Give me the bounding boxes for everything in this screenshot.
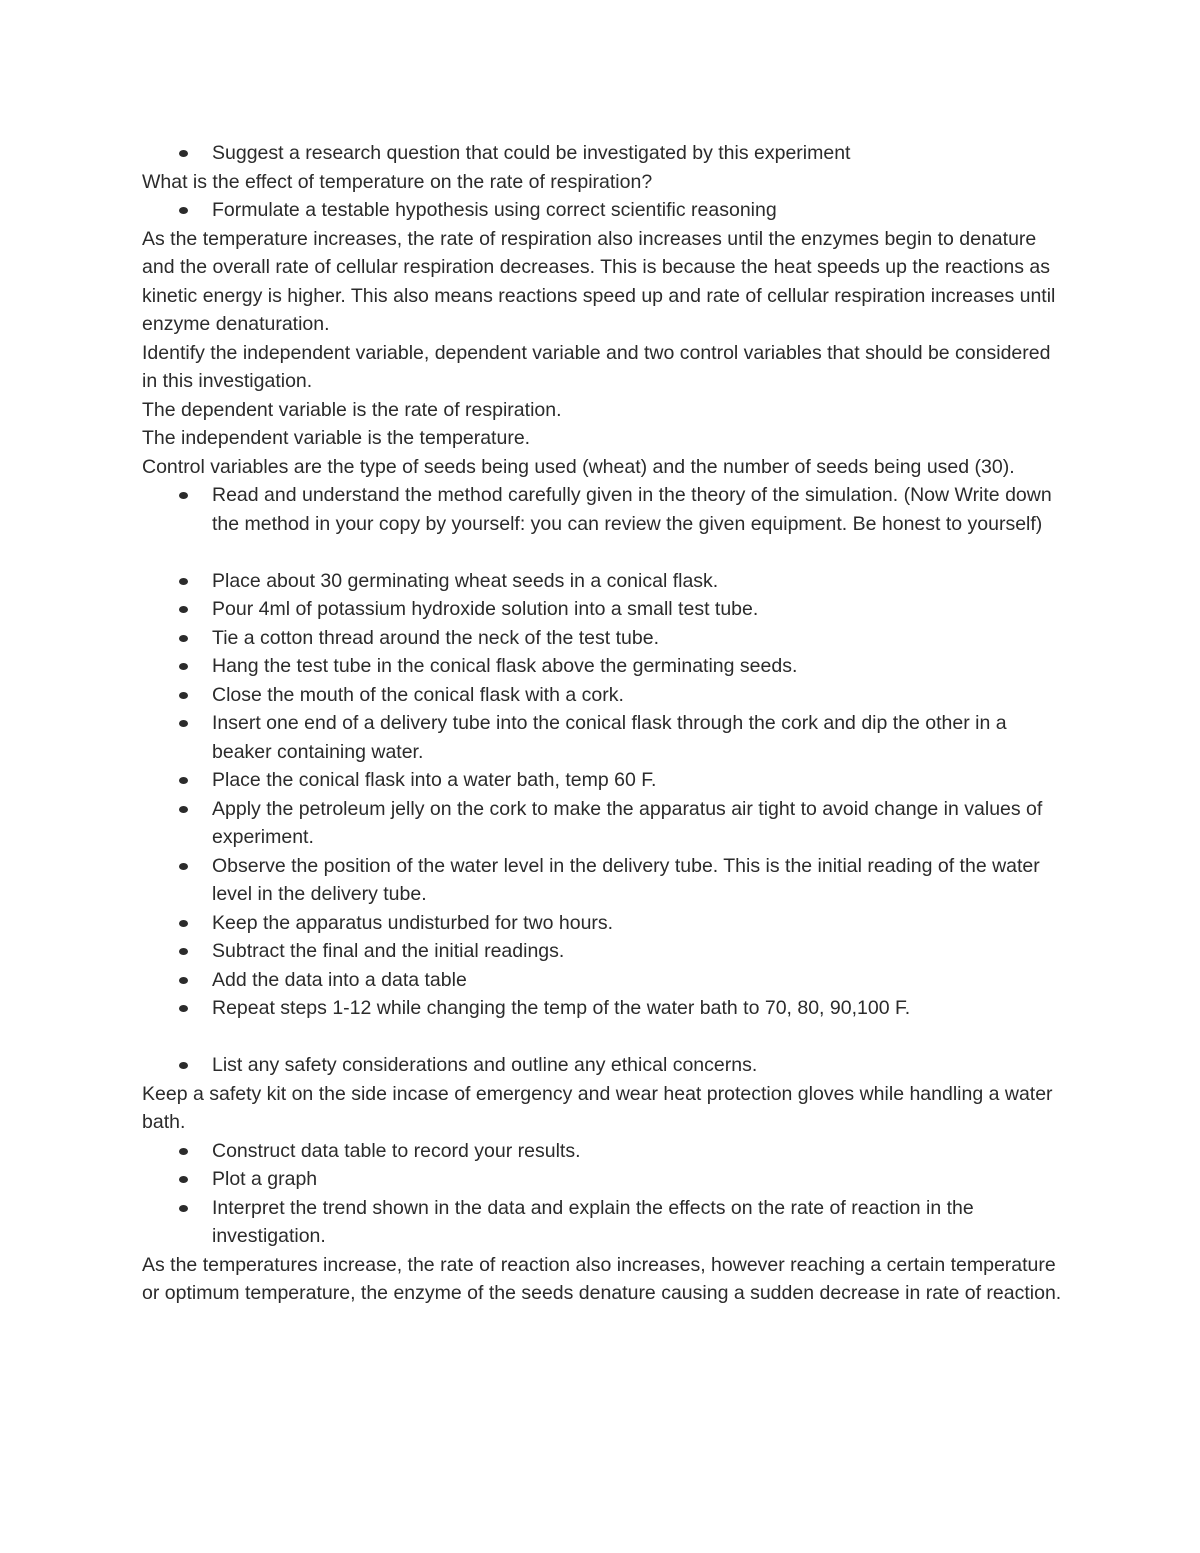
bullet-icon [179, 1005, 188, 1012]
safety-prompt-list [142, 1051, 1062, 1080]
method-step [142, 994, 1062, 1023]
list-item-text: Construct data table to record your results. [212, 1139, 581, 1162]
list-item [142, 481, 1062, 538]
bullet-icon [179, 977, 188, 984]
list-item [142, 1165, 1062, 1194]
method-prompt-list [142, 481, 1062, 538]
control-variables-answer: Control variables are the type of seeds being used (wheat) and the number of seeds being used (30). [142, 455, 1015, 478]
list-item [142, 196, 1062, 225]
hypothesis-prompt-list [142, 196, 1062, 225]
bullet-icon [179, 863, 188, 870]
method-step [142, 624, 1062, 653]
bullet-icon [179, 492, 188, 499]
method-step [142, 567, 1062, 596]
method-step [142, 909, 1062, 938]
method-step [142, 795, 1062, 852]
method-step-text: Repeat steps 1-12 while changing the temp of the water bath to 70, 80, 90,100 F. [212, 997, 911, 1019]
method-step [142, 681, 1062, 710]
method-step-text: Add the data into a data table [212, 968, 467, 991]
list-item [142, 139, 1062, 168]
safety-answer: Keep a safety kit on the side incase of emergency and wear heat protection gloves while handling a water bath. [142, 1082, 1053, 1133]
method-step-text: Pour 4ml of potassium hydroxide solution into a small test tube. [212, 598, 759, 620]
variables-question: Identify the independent variable, dependent variable and two control variables that should be considered in this investigation. [142, 341, 1051, 392]
independent-variable-answer: The independent variable is the temperature. [142, 427, 531, 449]
bullet-icon [179, 692, 188, 699]
bullet-icon [179, 663, 188, 670]
method-step [142, 595, 1062, 624]
blank-line [142, 1023, 1062, 1052]
method-step [142, 652, 1062, 681]
bullet-icon [179, 578, 188, 585]
bullet-icon [179, 777, 188, 784]
list-item-text: List any safety considerations and outline any ethical concerns. [212, 1054, 758, 1076]
bullet-icon [179, 720, 188, 727]
dependent-variable-answer: The dependent variable is the rate of respiration. [142, 398, 562, 421]
hypothesis-answer: As the temperature increases, the rate of respiration also increases until the enzymes begin to denature and the overall rate of cellular respiration decreases. This is because the heat speeds up the reactions as kinetic energy is higher. This also means reactions speed up and rate of cellular respiration increases until enzyme denaturation. [142, 227, 1056, 335]
list-item [142, 1051, 1062, 1080]
bullet-icon [179, 1148, 188, 1155]
research-question-answer: What is the effect of temperature on the rate of respiration? [142, 170, 653, 193]
method-step-text: Place the conical flask into a water bath, temp 60 F. [212, 769, 657, 791]
list-item [142, 1137, 1062, 1166]
method-step-text: Close the mouth of the conical flask with a cork. [212, 683, 624, 706]
list-item-text: Interpret the trend shown in the data and explain the effects on the rate of reaction in the investigation. [212, 1196, 974, 1247]
method-step-text: Keep the apparatus undisturbed for two hours. [212, 911, 614, 934]
list-item-text: Formulate a testable hypothesis using correct scientific reasoning [212, 199, 777, 221]
trend-interpretation-answer: As the temperatures increase, the rate of reaction also increases, however reaching a certain temperature or optimum temperature, the enzyme of the seeds denature causing a sudden decrease in rate of reaction. [142, 1253, 1062, 1304]
results-prompt-list [142, 1137, 1062, 1251]
method-step-text: Apply the petroleum jelly on the cork to make the apparatus air tight to avoid change in values of experiment. [212, 797, 1043, 848]
method-step [142, 709, 1062, 766]
list-item-text: Plot a graph [212, 1168, 318, 1190]
bullet-icon [179, 920, 188, 927]
list-item [142, 1194, 1062, 1251]
bullet-icon [179, 1176, 188, 1183]
method-step-text: Tie a cotton thread around the neck of the test tube. [212, 626, 659, 649]
bullet-icon [179, 1062, 188, 1069]
bullet-icon [179, 207, 188, 214]
method-steps-list [142, 567, 1062, 1023]
bullet-icon [179, 1205, 188, 1212]
method-step-text: Place about 30 germinating wheat seeds in a conical flask. [212, 569, 719, 592]
bullet-icon [179, 948, 188, 955]
bullet-icon [179, 635, 188, 642]
bullet-icon [179, 806, 188, 813]
method-step [142, 852, 1062, 909]
blank-line [142, 538, 1062, 567]
research-question-prompt-list [142, 139, 1062, 168]
method-step [142, 937, 1062, 966]
document-page [142, 139, 1062, 1308]
method-step-text: Subtract the final and the initial readings. [212, 940, 565, 962]
bullet-icon [179, 150, 188, 157]
method-step-text: Insert one end of a delivery tube into the conical flask through the cork and dip the other in a beaker containing water. [212, 712, 1007, 763]
method-step [142, 766, 1062, 795]
method-step [142, 966, 1062, 995]
method-step-text: Hang the test tube in the conical flask above the germinating seeds. [212, 655, 798, 677]
list-item-text: Read and understand the method carefully given in the theory of the simulation. (Now Write down the method in your copy by yourself: you can review the given equipment. Be honest to yourself) [212, 484, 1052, 535]
bullet-icon [179, 606, 188, 613]
method-step-text: Observe the position of the water level in the delivery tube. This is the initial reading of the water level in the delivery tube. [212, 854, 1040, 905]
list-item-text: Suggest a research question that could be investigated by this experiment [212, 142, 851, 164]
